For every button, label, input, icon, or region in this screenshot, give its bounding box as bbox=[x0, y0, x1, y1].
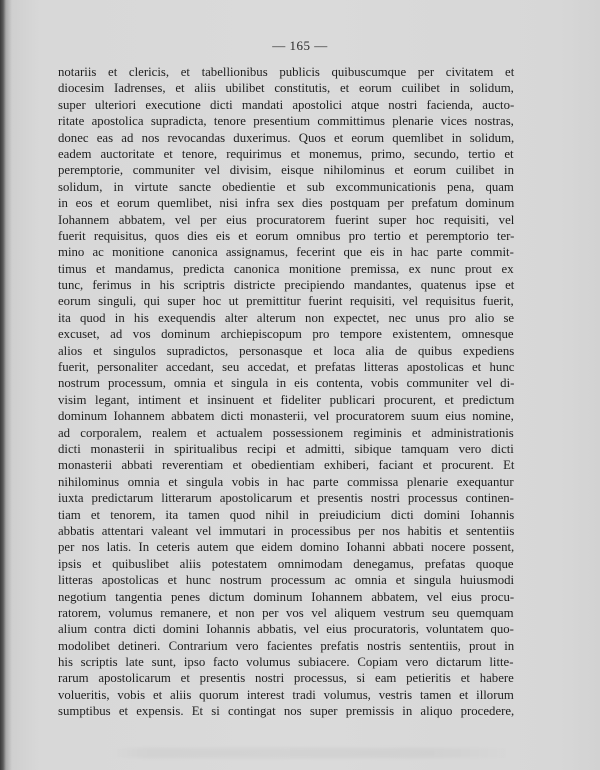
text-line: rarum apostolicarum et presentis nostri processus, si eam petieritis et habere bbox=[58, 671, 514, 686]
text-line: per nos latis. In ceteris autem que eidem domino Iohanni abbati nocere possent, bbox=[58, 540, 515, 555]
text-line: fuerit requisitus, quos dies eis et eorum omnibus pro tertio et peremptorio ter- bbox=[58, 228, 515, 243]
text-line: litteras apostolicas et hunc nostrum processum ac omnia et singula huiusmodi bbox=[58, 573, 515, 588]
bleed-through-text bbox=[110, 748, 510, 758]
text-line: fuerit, personaliter accedant, seu accedat, et prefatas litteras apostolicas et hunc bbox=[58, 360, 515, 375]
text-line: eadem auctoritate et tenore, requirimus et monemus, primo, secundo, tertio et bbox=[58, 146, 514, 161]
text-line: super ulteriori executione dicti mandati apostolici atque nostri facienda, aucto- bbox=[58, 97, 515, 112]
text-line: dominum Iohannem abbatem dicti monasterii, vel procuratorem suum eius nomine, bbox=[58, 409, 514, 424]
text-line: visim legant, intiment et insinuent et fideliter publicari procurent, et predictum bbox=[58, 392, 515, 407]
text-line: ita quod in his exequendis alter alterum non expectet, nec unus pro alio se bbox=[58, 310, 515, 325]
text-line: alium contra dicti domini Iohannis abbatis, vel eius procuratoris, voluntatem quo- bbox=[58, 622, 514, 637]
text-line: in eos et eorum quemlibet, nisi infra sex dies postquam per prefatum dominum bbox=[58, 196, 515, 211]
text-line: alios et singulos supradictos, personasque et loca alia de quibus expediens bbox=[58, 343, 515, 358]
text-line: sumptibus et expensis. Et si contingat nos super premissis in aliquo procedere, bbox=[58, 704, 515, 719]
page-number: — 165 — bbox=[272, 38, 328, 53]
text-line: timus et mandamus, predicta canonica monitione premissa, ex nunc prout ex bbox=[58, 261, 514, 276]
text-line: nihilominus omnia et singula vobis in hac parte commissa plenarie exequantur bbox=[58, 474, 514, 489]
text-line: tiam et tenorem, ita tamen quod nihil in preiudicium dicti domini Iohannis bbox=[58, 507, 515, 522]
text-line: volueritis, vobis et aliis quorum interest tradi volumus, vestris tamen et illorum bbox=[58, 687, 514, 702]
text-line: diocesim Iadrenses, et aliis ubilibet constitutis, et eorum cuilibet in solidum, bbox=[58, 81, 514, 96]
text-line: mino ac monitione canonica assignamus, fecerint que eis in hac parte commit- bbox=[58, 245, 514, 260]
text-line: tunc, ferimus in his scriptris districte precipiendo mandantes, quatenus ipse et bbox=[58, 278, 515, 293]
text-line: ritate apostolica supradicta, tenore presentium committimus plenarie vices nostras, bbox=[58, 114, 514, 129]
text-line: iuxta predictarum litterarum apostolicarum et presentis nostri processus continen- bbox=[58, 491, 514, 506]
text-line: peremptorie, communiter vel divisim, eisque nihilominus et eorum cuilibet in bbox=[58, 163, 514, 178]
text-line: monasterii abbati reverentiam et obedientiam exhiberi, faciant et procurent. Et bbox=[58, 458, 515, 473]
text-line: donec eas ad nos revocandas duxerimus. Quos et eorum quemlibet in solidum, bbox=[58, 130, 515, 145]
text-line: dicti monasterii in spiritualibus recipi et admitti, sibique tamquam vero dicti bbox=[58, 441, 514, 456]
text-line: excuset, ad vos dominum archiepiscopum pro tempore existentem, omnesque bbox=[58, 327, 514, 342]
text-line: ad corporalem, realem et actualem possessionem regiminis et administrationis bbox=[58, 425, 514, 440]
body-text bbox=[58, 64, 514, 720]
text-line: solidum, in virtute sancte obedientie et sub excommunicationis pena, quam bbox=[58, 179, 514, 194]
text-line: nostrum processum, omnia et singula in eis contenta, vobis communiter vel di- bbox=[58, 376, 515, 391]
text-line: ipsis et quibuslibet aliis potestatem omnimodam denegamus, prefatas quoque bbox=[58, 556, 514, 571]
text-line: his scriptis late sunt, ipso facto volumus subiacere. Copiam vero dictarum litte- bbox=[58, 655, 514, 670]
text-line: negotium tangentia penes dictum dominum Iohannem abbatem, vel eius procu- bbox=[58, 589, 515, 604]
text-line: eorum singuli, qui super hoc ut premittitur fuerint requisiti, vel requisitus fuerit, bbox=[58, 294, 514, 309]
text-line: abbatis attentari valeant vel immutari in processibus per nos habitis et sententiis bbox=[58, 523, 515, 538]
text-line: notariis et clericis, et tabellionibus publicis quibuscumque per civitatem et bbox=[58, 65, 515, 79]
text-line: ratorem, volumus remanere, et non per vos vel aliquem vestrum seu quemquam bbox=[58, 605, 514, 620]
text-line: Iohannem abbatem, vel per eius procuratorem fuerint super hoc requisiti, vel bbox=[58, 212, 515, 227]
text-line: modolibet detineri. Contrarium vero facientes prefatis nostris sententiis, prout in bbox=[58, 638, 515, 653]
